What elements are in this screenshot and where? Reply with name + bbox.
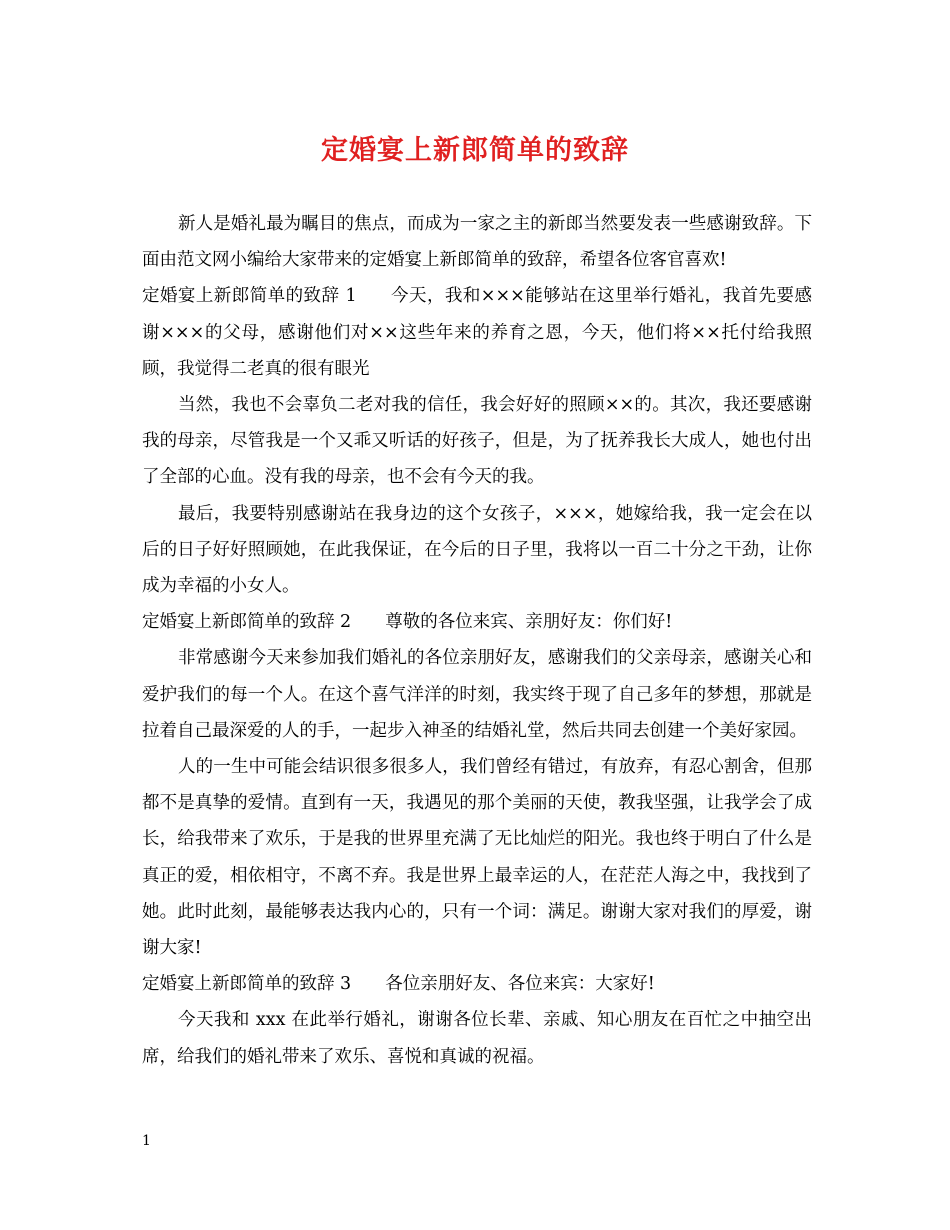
section-paragraph bbox=[142, 604, 812, 640]
paragraph: 非常感谢今天来参加我们婚礼的各位亲朋好友，感谢我们的父亲母亲，感谢关心和爱护我们的每一个人。在这个喜气洋洋的时刻，我实终于现了自己多年的梦想，那就是拉着自己最深爱的人的手，一起步入神圣的结婚礼堂，然后共同去创建一个美好家园。 bbox=[142, 648, 812, 741]
section-text: 尊敬的各位来宾、亲朋好友：你们好! bbox=[385, 612, 673, 633]
document-body bbox=[142, 206, 812, 1075]
section-heading: 定婚宴上新郎简单的致辞 2 bbox=[142, 612, 352, 633]
paragraph: 新人是婚礼最为瞩目的焦点，而成为一家之主的新郎当然要发表一些感谢致辞。下面由范文网小编给大家带来的定婚宴上新郎简单的致辞，希望各位客官喜欢! bbox=[142, 214, 812, 271]
section-text: 各位亲朋好友、各位来宾：大家好! bbox=[385, 974, 655, 995]
section-heading: 定婚宴上新郎简单的致辞 3 bbox=[142, 974, 352, 995]
section-paragraph bbox=[142, 278, 812, 387]
document-title: 定婚宴上新郎简单的致辞 bbox=[321, 135, 629, 166]
paragraph: 最后，我要特别感谢站在我身边的这个女孩子，×××，她嫁给我，我一定会在以后的日子好好照顾她，在此我保证，在今后的日子里，我将以一百二十分之干劲，让你成为幸福的小女人。 bbox=[142, 503, 812, 597]
paragraph: 今天我和 xxx 在此举行婚礼，谢谢各位长辈、亲戚、知心朋友在百忙之中抽空出席，给我们的婚礼带来了欢乐、喜悦和真诚的祝福。 bbox=[142, 1010, 812, 1067]
page-number: 1 bbox=[142, 1133, 151, 1149]
paragraph: 人的一生中可能会结识很多很多人，我们曾经有错过，有放弃，有忍心割舍，但那都不是真挚的爱情。直到有一天，我遇见的那个美丽的天使，教我坚强，让我学会了成长，给我带来了欢乐，于是我的世界里充满了无比灿烂的阳光。我也终于明白了什么是真正的爱，相依相守，不离不弃。我是世界上最幸运的人，在茫茫人海之中，我找到了她。此时此刻，最能够表达我内心的，只有一个词：满足。谢谢大家对我们的厚爱，谢谢大家! bbox=[142, 757, 812, 959]
section-paragraph bbox=[142, 966, 812, 1002]
section-text: 今天，我和×××能够站在这里举行婚礼，我首先要感谢×××的父母，感谢他们对××这些年来的养育之恩，今天，他们将××托付给我照顾，我觉得二老真的很有眼光 bbox=[142, 286, 812, 379]
section-heading: 定婚宴上新郎简单的致辞 1 bbox=[142, 286, 357, 307]
paragraph: 当然，我也不会辜负二老对我的信任，我会好好的照顾××的。其次，我还要感谢我的母亲，尽管我是一个又乖又听话的好孩子，但是，为了抚养我长大成人，她也付出了全部的心血。没有我的母亲，也不会有今天的我。 bbox=[142, 395, 812, 488]
